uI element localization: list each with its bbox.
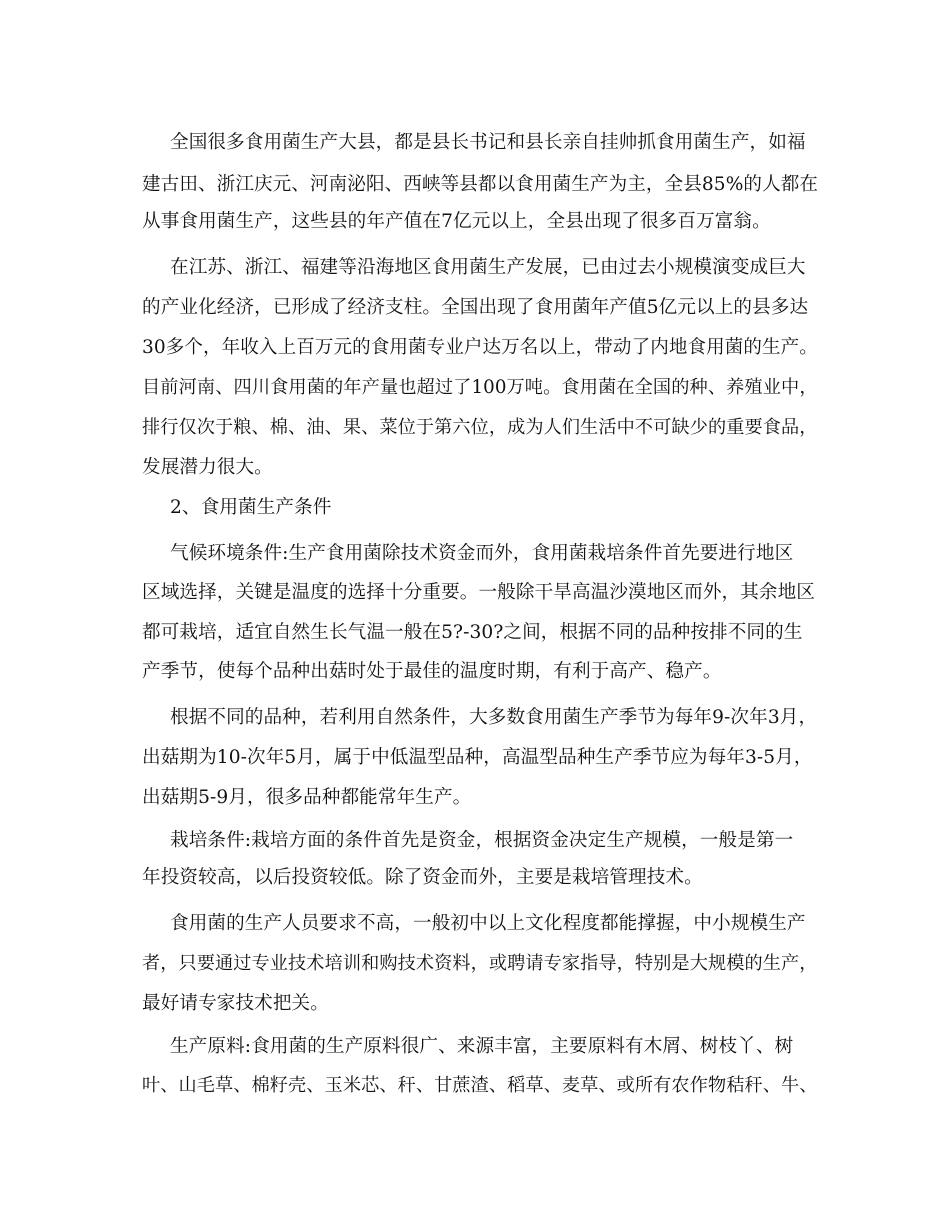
text-line: 目前河南、四川食用菌的年产量也超过了100万吨。食用菌在全国的种、养殖业中， xyxy=(142,377,818,398)
text-line: 30多个，年收入上百万元的食用菌专业户达万名以上，带动了内地食用菌的生产。 xyxy=(142,337,818,358)
text-line: 食用菌的生产人员要求不高，一般初中以上文化程度都能撑握，中小规模生产 xyxy=(170,913,806,934)
text-line: 出菇期为10-次年5月，属于中低温型品种，高温型品种生产季节应为每年3-5月， xyxy=(142,747,813,768)
text-line: 全国很多食用菌生产大县，都是县长书记和县长亲自挂帅抓食用菌生产，如福 xyxy=(170,132,806,153)
text-line: 的产业化经济，已形成了经济支柱。全国出现了食用菌年产值5亿元以上的县多达 xyxy=(142,297,809,318)
text-line: 发展潜力很大。 xyxy=(142,457,273,478)
text-line: 区域选择，关键是温度的选择十分重要。一般除干旱高温沙漠地区而外，其余地区 xyxy=(142,582,815,603)
text-line: 出菇期5-9月，很多品种都能常年生产。 xyxy=(142,787,472,808)
text-line: 气候环境条件:生产食用菌除技术资金而外，食用菌栽培条件首先要进行地区 xyxy=(170,543,794,564)
text-line: 排行仅次于粮、棉、油、果、菜位于第六位，成为人们生活中不可缺少的重要食品， xyxy=(142,417,818,438)
section-heading: 2、食用菌生产条件 xyxy=(170,497,332,518)
text-line: 叶、山毛草、棉籽壳、玉米芯、秆、甘蔗渣、稻草、麦草、或所有农作物秸秆、牛、 xyxy=(142,1075,818,1096)
text-line: 建古田、浙江庆元、河南泌阳、西峡等县都以食用菌生产为主，全县85%的人都在 xyxy=(142,174,819,195)
text-line: 最好请专家技术把关。 xyxy=(142,993,329,1014)
text-line: 根据不同的品种，若利用自然条件，大多数食用菌生产季节为每年9-次年3月， xyxy=(170,707,818,728)
text-line: 年投资较高，以后投资较低。除了资金而外，主要是栽培管理技术。 xyxy=(142,867,703,888)
text-line: 者，只要通过专业技术培训和购技术资料，或聘请专家指导，特别是大规模的生产， xyxy=(142,953,818,974)
text-line: 都可栽培，适宜自然生长气温一般在5?-30?之间，根据不同的品种按排不同的生 xyxy=(142,622,803,643)
text-line: 栽培条件:栽培方面的条件首先是资金，根据资金决定生产规模，一般是第一 xyxy=(170,830,794,851)
text-line: 从事食用菌生产，这些县的年产值在7亿元以上，全县出现了很多百万富翁。 xyxy=(142,211,771,232)
text-line: 生产原料:食用菌的生产原料很广、来源丰富，主要原料有木屑、树枝丫、树 xyxy=(170,1036,794,1057)
text-line: 在江苏、浙江、福建等沿海地区食用菌生产发展，已由过去小规模演变成巨大 xyxy=(170,257,806,278)
text-line: 产季节，使每个品种出菇时处于最佳的温度时期，有利于高产、稳产。 xyxy=(142,661,722,682)
